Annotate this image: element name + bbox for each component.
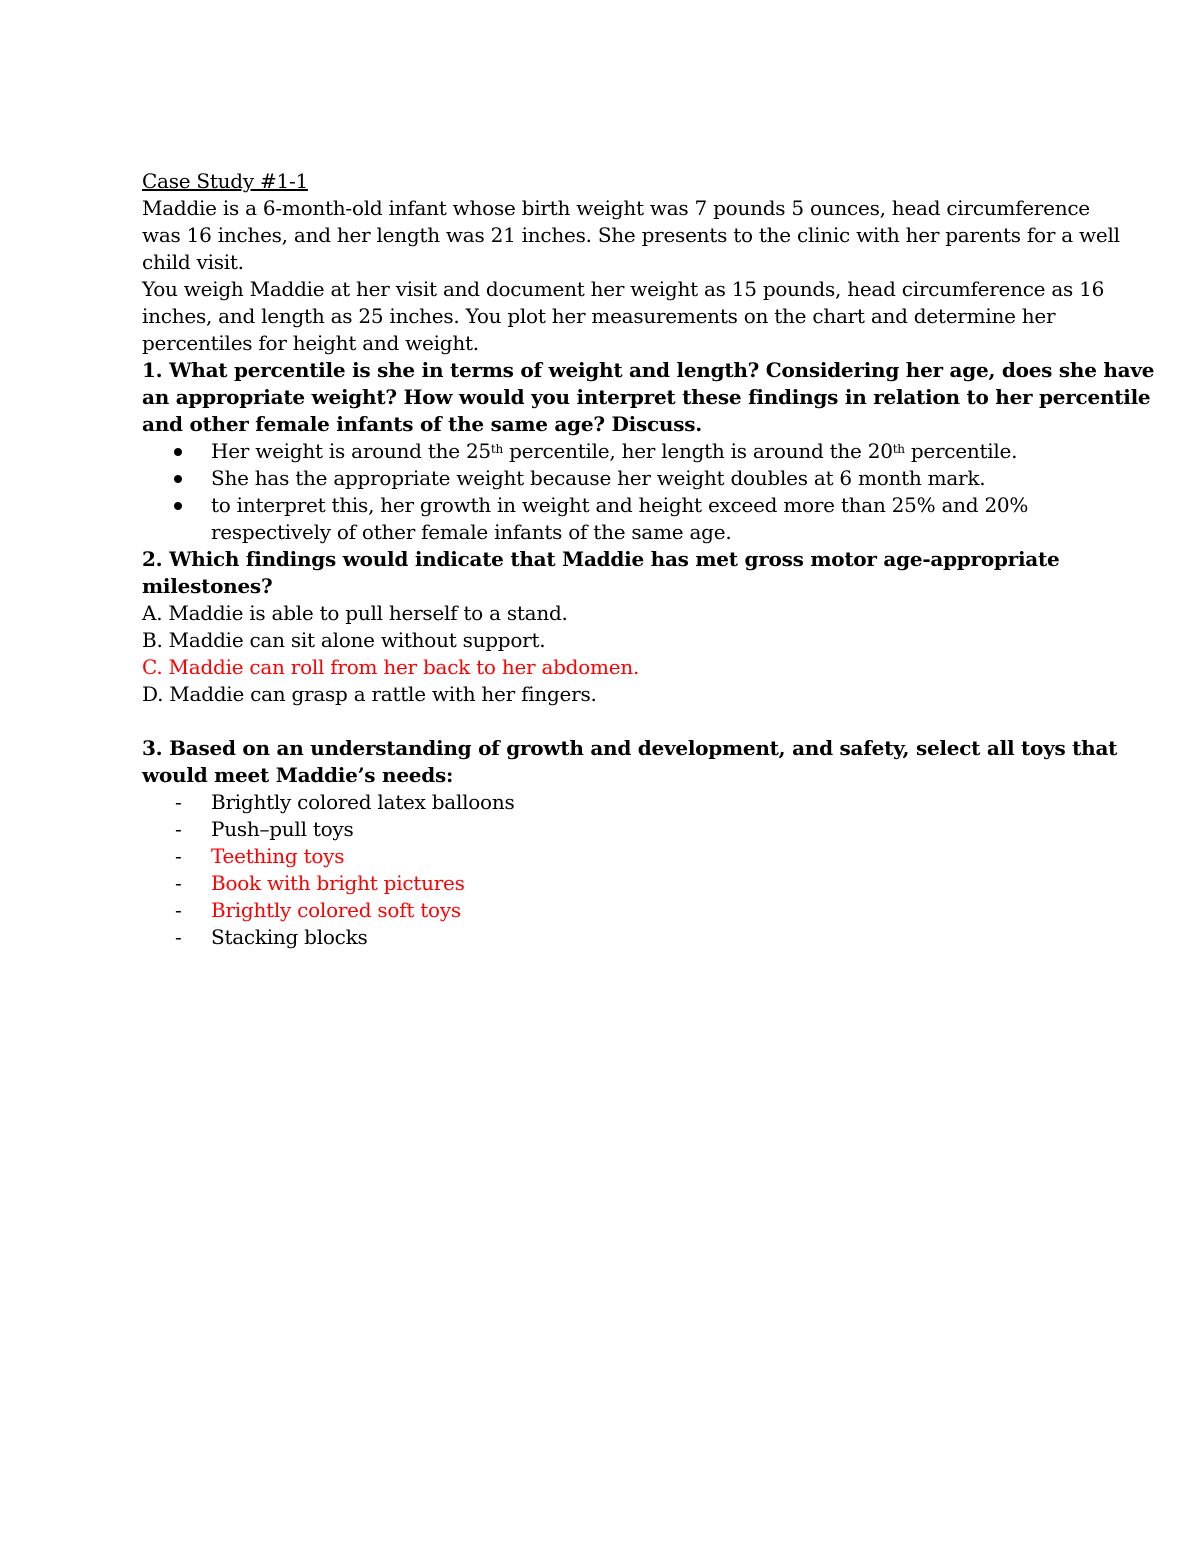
toy-text: Push–pull toys xyxy=(211,817,354,841)
question-1-text: 1. What percentile is she in terms of weight and length? Considering her age, does she have xyxy=(142,358,1155,382)
case-title: Case Study #1-1 xyxy=(142,169,308,193)
intro-line: You weigh Maddie at her visit and document her weight as 15 pounds, head circumference as 16 xyxy=(142,277,1105,301)
toy-item-selected xyxy=(175,843,1082,870)
spacer xyxy=(142,708,1082,735)
answer-text: to interpret this, her growth in weight and height exceed more than 25% and 20% xyxy=(211,493,1029,517)
answer-bullet-percentiles xyxy=(211,438,1082,465)
dash-icon: - xyxy=(175,898,182,922)
toy-item-selected xyxy=(175,870,1082,897)
option-d: D. Maddie can grasp a rattle with her fingers. xyxy=(142,682,597,706)
superscript: th xyxy=(892,442,905,456)
dash-icon: - xyxy=(175,790,182,814)
bullet-icon xyxy=(174,448,182,456)
toy-text: Brightly colored latex balloons xyxy=(211,790,515,814)
answer-text: percentile, her length is around the 20 xyxy=(502,439,893,463)
question-3-text: 3. Based on an understanding of growth and development, and safety, select all toys that xyxy=(142,736,1118,760)
intro-line: inches, and length as 25 inches. You plot her measurements on the chart and determine her xyxy=(142,304,1056,328)
toy-text: Teething toys xyxy=(211,844,345,868)
toy-item xyxy=(175,816,1082,843)
bullet-icon xyxy=(174,502,182,510)
intro-line: percentiles for height and weight. xyxy=(142,331,479,355)
intro-line: Maddie is a 6-month-old infant whose birth weight was 7 pounds 5 ounces, head circumference xyxy=(142,196,1090,220)
question-1-answers xyxy=(142,438,1082,546)
option-a: A. Maddie is able to pull herself to a stand. xyxy=(142,601,568,625)
intro-line: child visit. xyxy=(142,250,244,274)
option-c-selected: C. Maddie can roll from her back to her abdomen. xyxy=(142,655,640,679)
dash-icon: - xyxy=(175,871,182,895)
answer-text: percentile. xyxy=(904,439,1018,463)
question-1-text: an appropriate weight? How would you interpret these findings in relation to her percentile xyxy=(142,385,1151,409)
bullet-icon xyxy=(174,475,182,483)
toy-text: Brightly colored soft toys xyxy=(211,898,461,922)
answer-text: respectively of other female infants of the same age. xyxy=(211,520,732,544)
question-3 xyxy=(142,735,1118,951)
dash-icon: - xyxy=(175,844,182,868)
answer-bullet-interpretation xyxy=(211,492,1082,546)
toy-text: Stacking blocks xyxy=(211,925,368,949)
toy-text: Book with bright pictures xyxy=(211,871,465,895)
case-intro xyxy=(142,195,1120,357)
superscript: th xyxy=(490,442,503,456)
option-b: B. Maddie can sit alone without support. xyxy=(142,628,546,652)
answer-text: She has the appropriate weight because her weight doubles at 6 month mark. xyxy=(211,466,986,490)
toy-item xyxy=(175,789,1082,816)
question-3-text: would meet Maddie’s needs: xyxy=(142,763,454,787)
toy-item-selected xyxy=(175,897,1082,924)
toy-list xyxy=(142,789,1082,951)
question-2 xyxy=(142,546,1082,708)
dash-icon: - xyxy=(175,817,182,841)
question-1-text: and other female infants of the same age? Discuss. xyxy=(142,412,702,436)
dash-icon: - xyxy=(175,925,182,949)
document-page xyxy=(142,168,1155,951)
question-1 xyxy=(142,357,1155,546)
answer-bullet-weight xyxy=(211,465,1082,492)
question-2-text: milestones? xyxy=(142,574,273,598)
toy-item xyxy=(175,924,1082,951)
intro-line: was 16 inches, and her length was 21 inches. She presents to the clinic with her parents for a well xyxy=(142,223,1120,247)
answer-text: Her weight is around the 25 xyxy=(211,439,491,463)
question-2-text: 2. Which findings would indicate that Maddie has met gross motor age-appropriate xyxy=(142,547,1060,571)
